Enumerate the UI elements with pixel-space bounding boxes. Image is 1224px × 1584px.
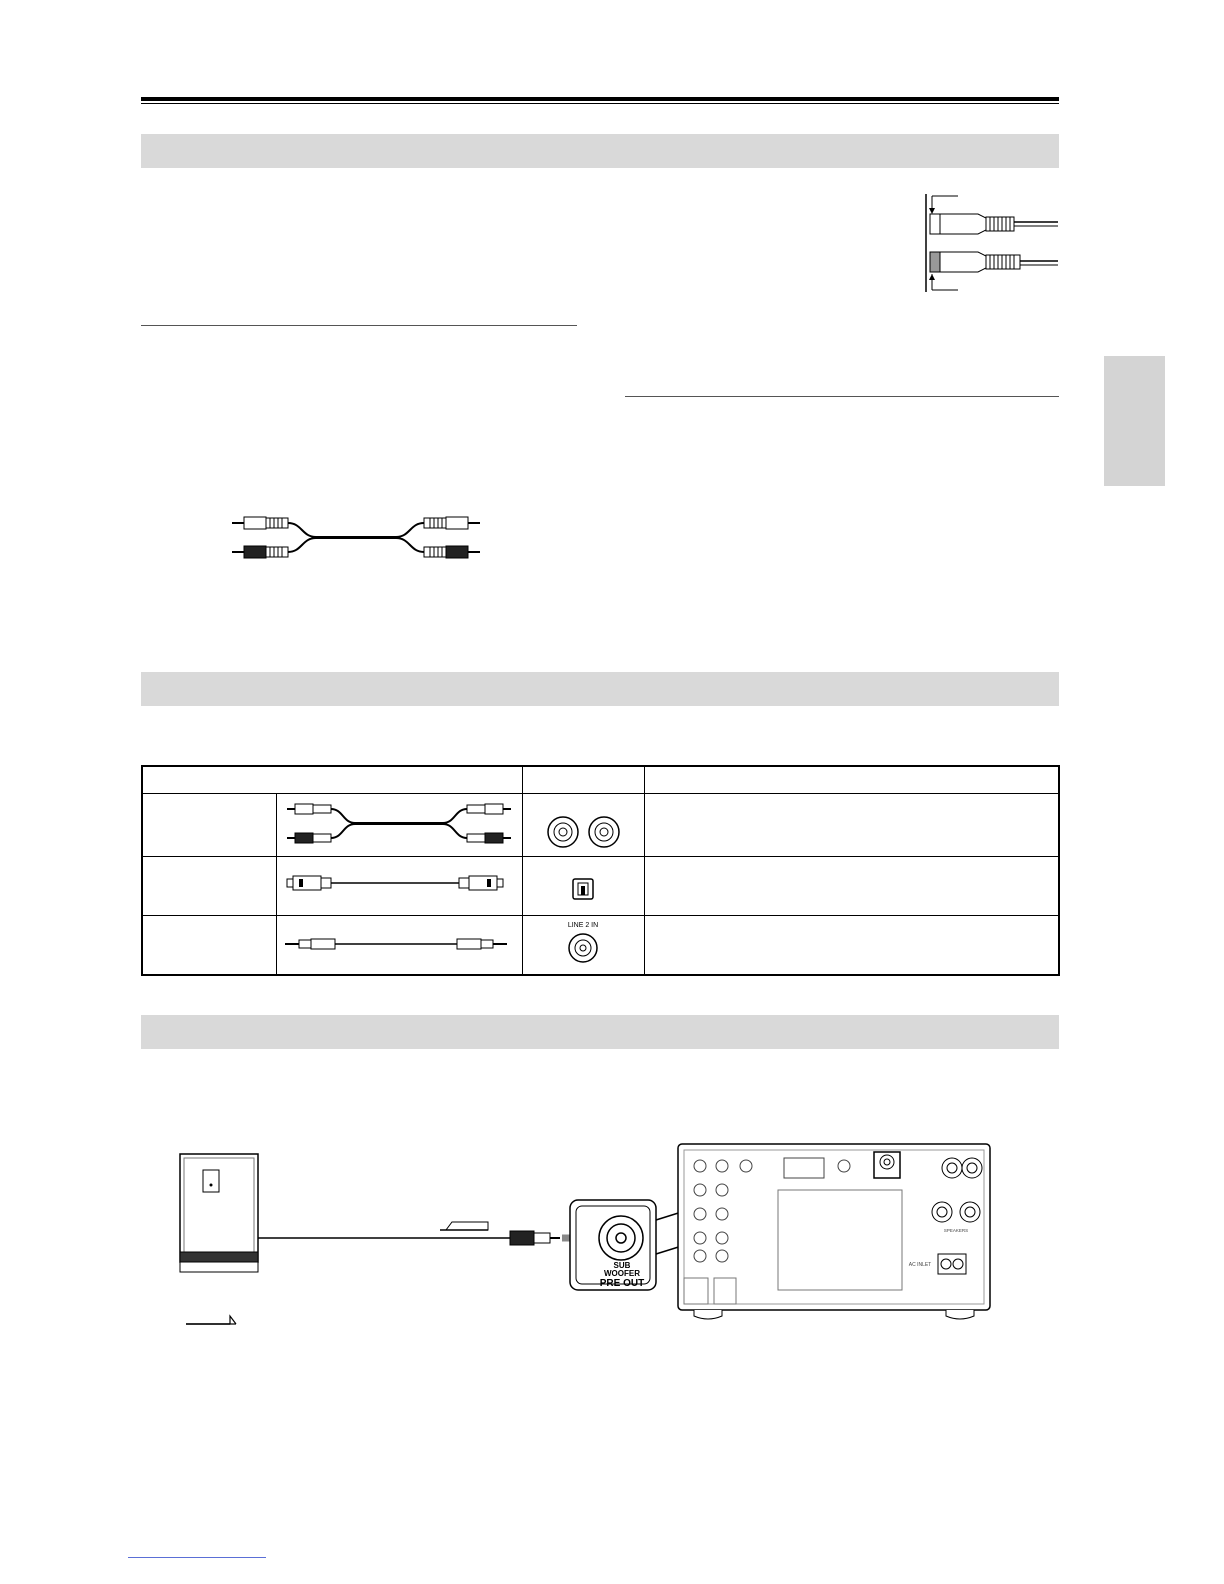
table-cell	[523, 916, 645, 976]
rca-cable-icon	[277, 794, 522, 851]
woofer-label: WOOFER	[604, 1269, 640, 1278]
subwoofer-connection-diagram	[170, 1130, 1000, 1340]
table-cell	[277, 857, 523, 916]
table-cell	[645, 857, 1060, 916]
table-cell	[523, 857, 645, 916]
receiver-rear-panel	[678, 1144, 990, 1319]
table-cell	[142, 857, 277, 916]
table-cell	[645, 916, 1060, 976]
rca-jack-pair-icon	[523, 794, 644, 851]
section-bar-3	[141, 1015, 1059, 1049]
speakers-label: SPEAKERS	[943, 1228, 969, 1233]
table-cell	[523, 794, 645, 857]
table-row	[142, 916, 1059, 976]
sub-woofer-pre-out-jack-zoom	[570, 1200, 656, 1290]
plug-insertion-illustration	[918, 190, 1060, 296]
table-header-cell	[523, 766, 645, 794]
header-rule-thin	[141, 103, 1059, 104]
table-header-cell	[142, 766, 523, 794]
header-rule	[141, 97, 1059, 101]
chapter-side-tab	[1104, 356, 1165, 486]
table-cell	[645, 794, 1060, 857]
subwoofer-unit	[180, 1154, 258, 1272]
table-row	[142, 794, 1059, 857]
subheading-rule-right	[625, 396, 1059, 397]
table-header-cell	[645, 766, 1060, 794]
ac-inlet-label: AC INLET	[908, 1262, 932, 1268]
table-cell	[277, 794, 523, 857]
rca-cable-illustration	[230, 510, 482, 564]
table-cell	[277, 916, 523, 976]
footer-link-underline[interactable]	[128, 1557, 266, 1558]
line2-in-label: LINE 2 IN	[567, 922, 599, 929]
signal-flow-legend-arrow	[186, 1316, 236, 1324]
section-bar-2	[141, 672, 1059, 706]
mini-plug-cable-icon	[277, 916, 522, 969]
mini-jack-icon	[523, 916, 644, 969]
pre-out-label: PRE OUT	[599, 1278, 645, 1289]
optical-jack-icon	[523, 857, 644, 910]
subheading-rule-left	[141, 325, 577, 326]
section-bar-1	[141, 134, 1059, 168]
optical-cable-icon	[277, 857, 522, 910]
table-cell	[142, 916, 277, 976]
table-cell	[142, 794, 277, 857]
connection-table	[141, 765, 1060, 976]
sub-label: SUB	[613, 1261, 631, 1270]
table-header-row	[142, 766, 1059, 794]
table-row	[142, 857, 1059, 916]
